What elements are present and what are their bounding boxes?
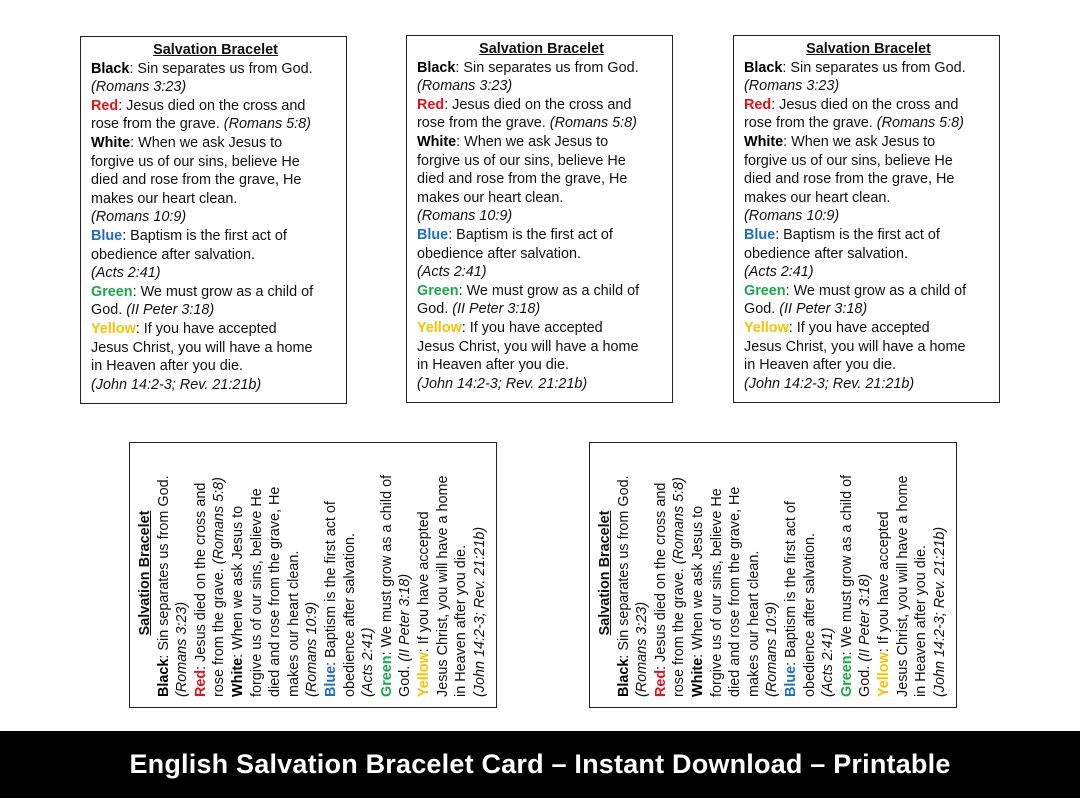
color-label-red: Red <box>744 96 772 113</box>
green-verse: (II Peter 3:18) <box>126 302 215 319</box>
color-label-black: Black <box>417 59 456 76</box>
black-meaning: : Sin separates us from God. <box>615 475 632 659</box>
blue-meaning-line2: obedience after salvation. <box>744 245 909 262</box>
yellow-meaning: : If you have accepted <box>135 320 277 337</box>
red-meaning: : Jesus died on the cross and <box>192 482 209 670</box>
color-label-green: Green <box>838 655 855 697</box>
yellow-verse: (John 14:2-3; Rev. 21:21b) <box>471 526 488 697</box>
white-verse: (Romans 10:9) <box>91 209 187 226</box>
blue-meaning: : Baptism is the first act of <box>122 227 287 244</box>
card-title: Salvation Bracelet <box>806 41 931 57</box>
yellow-meaning-line2: Jesus Christ, you will have a home <box>744 338 966 355</box>
white-meaning-line4: makes our heart clean. <box>285 550 302 697</box>
white-meaning-line4: makes our heart clean. <box>744 189 891 206</box>
blue-meaning: : Baptism is the first act of <box>782 501 799 666</box>
red-verse: (Romans 5:8) <box>671 477 688 565</box>
color-label-black: Black <box>615 658 632 697</box>
red-meaning-cont: rose from the grave. <box>91 116 224 133</box>
white-verse: (Romans 10:9) <box>744 208 840 225</box>
black-meaning: : Sin separates us from God. <box>455 59 639 76</box>
color-label-yellow: Yellow <box>417 319 462 336</box>
white-meaning-line3: died and rose from the grave, He <box>91 172 302 189</box>
color-label-blue: Blue <box>417 226 449 243</box>
blue-meaning-line2: obedience after salvation. <box>801 532 818 697</box>
white-meaning-line3: died and rose from the grave, He <box>727 486 744 697</box>
white-verse: (Romans 10:9) <box>304 601 321 697</box>
footer-banner <box>0 731 1080 798</box>
black-verse: (Romans 3:23) <box>174 601 191 697</box>
yellow-meaning-line2: Jesus Christ, you will have a home <box>91 339 313 356</box>
red-meaning: : Jesus died on the cross and <box>771 96 959 113</box>
white-meaning-line2: forgive us of our sins, believe He <box>91 153 300 170</box>
white-meaning-line2: forgive us of our sins, believe He <box>708 488 725 697</box>
red-meaning-cont: rose from the grave. <box>671 564 688 697</box>
color-label-black: Black <box>155 658 172 697</box>
green-meaning-line2: God. <box>417 301 453 318</box>
white-meaning-line2: forgive us of our sins, believe He <box>744 152 953 169</box>
blue-verse: (Acts 2:41) <box>91 265 161 282</box>
black-verse: (Romans 3:23) <box>634 601 651 697</box>
white-meaning-line2: forgive us of our sins, believe He <box>248 488 265 697</box>
blue-meaning-line2: obedience after salvation. <box>417 245 582 262</box>
blue-verse: (Acts 2:41) <box>820 627 837 697</box>
color-label-red: Red <box>91 97 119 114</box>
yellow-meaning: : If you have accepted <box>875 511 892 653</box>
card-title: Salvation Bracelet <box>597 510 613 636</box>
blue-meaning-line2: obedience after salvation. <box>91 246 256 263</box>
color-label-red: Red <box>417 96 445 113</box>
bracelet-card-3 <box>733 35 1000 403</box>
yellow-meaning-line3: in Heaven after you die. <box>417 357 569 374</box>
color-label-green: Green <box>417 282 459 299</box>
blue-meaning: : Baptism is the first act of <box>775 226 940 243</box>
green-verse: (II Peter 3:18) <box>857 573 874 662</box>
card-title: Salvation Bracelet <box>137 510 153 636</box>
white-meaning: : When we ask Jesus to <box>783 133 936 150</box>
yellow-meaning-line3: in Heaven after you die. <box>453 545 470 697</box>
color-label-blue: Blue <box>91 227 123 244</box>
color-label-green: Green <box>744 282 786 299</box>
blue-verse: (Acts 2:41) <box>360 627 377 697</box>
white-meaning-line3: died and rose from the grave, He <box>417 171 628 188</box>
blue-meaning-line2: obedience after salvation. <box>341 532 358 697</box>
green-meaning-line2: God. <box>397 661 414 697</box>
red-verse: (Romans 5:8) <box>549 115 637 132</box>
white-meaning: : When we ask Jesus to <box>130 134 283 151</box>
red-meaning: : Jesus died on the cross and <box>652 482 669 670</box>
yellow-meaning-line2: Jesus Christ, you will have a home <box>894 475 911 697</box>
green-meaning: : We must grow as a child of <box>838 474 855 656</box>
red-meaning: : Jesus died on the cross and <box>444 96 632 113</box>
color-label-yellow: Yellow <box>415 652 432 697</box>
yellow-meaning-line3: in Heaven after you die. <box>913 545 930 697</box>
green-verse: (II Peter 3:18) <box>452 301 541 318</box>
color-label-blue: Blue <box>744 226 776 243</box>
color-label-red: Red <box>192 669 209 697</box>
bracelet-card-1 <box>80 36 347 404</box>
color-label-red: Red <box>652 669 669 697</box>
color-label-white: White <box>91 134 131 151</box>
red-meaning: : Jesus died on the cross and <box>118 97 306 114</box>
red-meaning-cont: rose from the grave. <box>417 115 550 132</box>
color-label-white: White <box>689 657 706 697</box>
black-meaning: : Sin separates us from God. <box>129 60 313 77</box>
color-label-yellow: Yellow <box>91 320 136 337</box>
yellow-meaning: : If you have accepted <box>415 511 432 653</box>
green-meaning-line2: God. <box>857 661 874 697</box>
bracelet-card-rotated-1 <box>129 442 497 708</box>
color-label-black: Black <box>744 59 783 76</box>
color-label-black: Black <box>91 60 130 77</box>
color-label-white: White <box>744 133 784 150</box>
green-meaning: : We must grow as a child of <box>785 282 967 299</box>
black-verse: (Romans 3:23) <box>744 78 840 95</box>
yellow-meaning-line2: Jesus Christ, you will have a home <box>434 475 451 697</box>
green-meaning: : We must grow as a child of <box>458 282 640 299</box>
black-verse: (Romans 3:23) <box>91 79 187 96</box>
blue-meaning: : Baptism is the first act of <box>448 226 613 243</box>
yellow-verse: (John 14:2-3; Rev. 21:21b) <box>744 375 915 392</box>
red-verse: (Romans 5:8) <box>876 115 964 132</box>
color-label-yellow: Yellow <box>744 319 789 336</box>
yellow-meaning-line2: Jesus Christ, you will have a home <box>417 338 639 355</box>
color-label-white: White <box>229 657 246 697</box>
yellow-verse: (John 14:2-3; Rev. 21:21b) <box>91 376 262 393</box>
white-meaning-line3: died and rose from the grave, He <box>267 486 284 697</box>
color-label-blue: Blue <box>322 665 339 697</box>
bracelet-card-rotated-2 <box>589 442 957 708</box>
white-meaning-line3: died and rose from the grave, He <box>744 171 955 188</box>
red-meaning-cont: rose from the grave. <box>744 115 877 132</box>
color-label-blue: Blue <box>782 665 799 697</box>
white-meaning: : When we ask Jesus to <box>229 505 246 658</box>
red-verse: (Romans 5:8) <box>223 116 311 133</box>
green-verse: (II Peter 3:18) <box>779 301 868 318</box>
black-meaning: : Sin separates us from God. <box>155 475 172 659</box>
green-verse: (II Peter 3:18) <box>397 573 414 662</box>
blue-meaning: : Baptism is the first act of <box>322 501 339 666</box>
red-verse: (Romans 5:8) <box>211 477 228 565</box>
white-meaning-line2: forgive us of our sins, believe He <box>417 152 626 169</box>
yellow-verse: (John 14:2-3; Rev. 21:21b) <box>417 375 588 392</box>
green-meaning: : We must grow as a child of <box>378 474 395 656</box>
white-meaning-line4: makes our heart clean. <box>91 190 238 207</box>
yellow-verse: (John 14:2-3; Rev. 21:21b) <box>931 526 948 697</box>
white-meaning-line4: makes our heart clean. <box>417 189 564 206</box>
white-verse: (Romans 10:9) <box>417 208 513 225</box>
white-meaning: : When we ask Jesus to <box>456 133 609 150</box>
card-title: Salvation Bracelet <box>153 42 278 58</box>
blue-verse: (Acts 2:41) <box>417 264 487 281</box>
green-meaning-line2: God. <box>744 301 780 318</box>
yellow-meaning-line3: in Heaven after you die. <box>744 357 896 374</box>
bracelet-card-2 <box>406 35 673 403</box>
color-label-green: Green <box>378 655 395 697</box>
black-meaning: : Sin separates us from God. <box>782 59 966 76</box>
red-meaning-cont: rose from the grave. <box>211 564 228 697</box>
footer-caption: English Salvation Bracelet Card – Instant Download – Printable <box>129 749 951 779</box>
color-label-green: Green <box>91 283 133 300</box>
blue-verse: (Acts 2:41) <box>744 264 814 281</box>
white-verse: (Romans 10:9) <box>764 601 781 697</box>
yellow-meaning: : If you have accepted <box>461 319 603 336</box>
green-meaning: : We must grow as a child of <box>132 283 314 300</box>
white-meaning-line4: makes our heart clean. <box>745 550 762 697</box>
green-meaning-line2: God. <box>91 302 127 319</box>
white-meaning: : When we ask Jesus to <box>689 505 706 658</box>
color-label-yellow: Yellow <box>875 652 892 697</box>
card-title: Salvation Bracelet <box>479 41 604 57</box>
yellow-meaning: : If you have accepted <box>788 319 930 336</box>
black-verse: (Romans 3:23) <box>417 78 513 95</box>
color-label-white: White <box>417 133 457 150</box>
yellow-meaning-line3: in Heaven after you die. <box>91 358 243 375</box>
